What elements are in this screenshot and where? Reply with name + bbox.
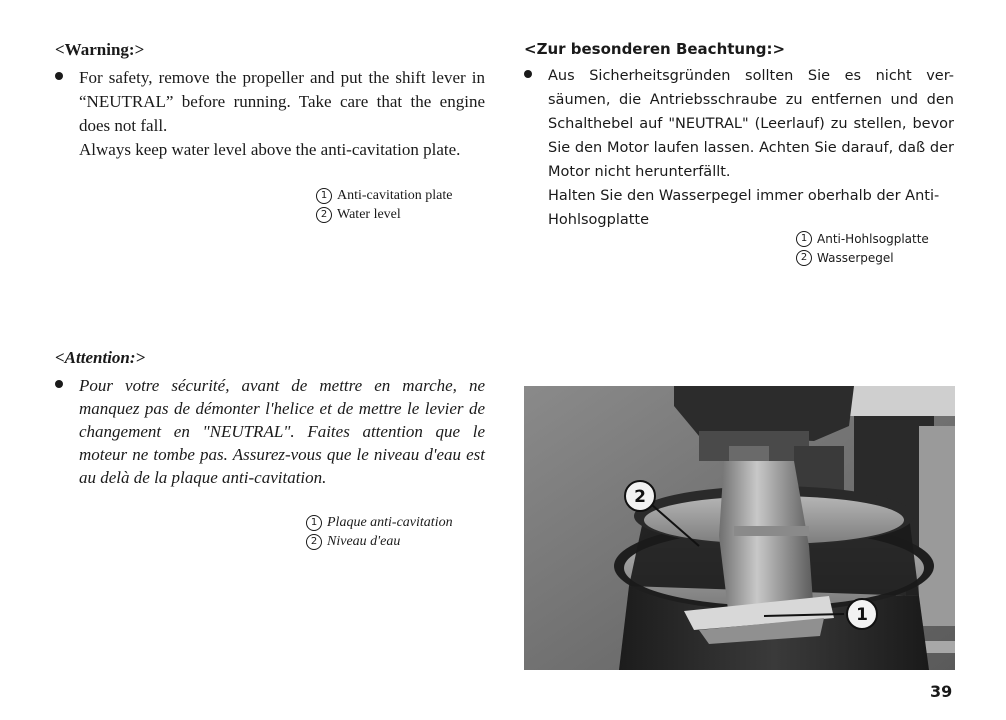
bullet-icon [524,70,532,78]
circled-number-icon: 1 [306,515,322,531]
french-legend [306,513,453,551]
circled-number-icon: 1 [796,231,812,247]
legend-label: Niveau d'eau [327,533,401,549]
beachtung-paragraph-1: Aus Sicherheitsgründen sollten Sie es nicht ver-säumen, die Antriebsschraube zu entfernen und den Schalthebel auf "NEUTRAL" (Leerlauf) zu stellen, bevor Sie den Motor laufen lassen. Achten Sie darauf, daß der Motor nicht herunterfällt. [548,68,954,180]
warning-bullet [55,66,485,162]
circled-number-icon: 1 [316,188,332,204]
legend-item [796,248,929,267]
attention-bullet [55,374,485,489]
beachtung-heading: <Zur besonderen Beachtung:> [524,40,786,58]
attention-paragraph: Pour votre sécurité, avant de mettre en marche, ne manquez pas de démonter l'helice et de mettre le levier de changement en "NEUTRAL". Faites attention que le moteur ne tombe pas. Assurez-vous que le niveau d'eau est au delà de la plaque anti-cavitation. [79,376,485,487]
legend-item [306,532,453,551]
legend-label: Anti-cavitation plate [337,187,453,203]
german-legend [796,229,929,267]
legend-label: Water level [337,206,401,222]
legend-label: Plaque anti-cavitation [327,514,453,530]
circled-number-icon: 2 [316,207,332,223]
circled-number-icon: 2 [796,250,812,266]
attention-heading: <Attention:> [55,348,146,367]
callout-1-label: 1 [856,605,868,625]
warning-paragraph-1: For safety, remove the propeller and put the shift lever in “NEUTRAL” before running. Take care that the engine does not fall. [79,68,485,135]
english-section [55,40,485,162]
german-section [524,40,954,232]
french-section [55,348,485,489]
bullet-icon [55,72,63,80]
beachtung-bullet [524,64,954,232]
page-number: 39 [930,682,953,701]
bullet-icon [55,380,63,388]
legend-item [316,205,452,224]
callout-2-label: 2 [634,487,646,507]
legend-item [316,186,452,205]
beachtung-paragraph-2: Halten Sie den Wasserpegel immer oberhalb der Anti-Hohlsogplatte [548,188,940,228]
legend-label: Anti-Hohlsogplatte [817,231,929,246]
legend-item [306,513,453,532]
legend-item [796,229,929,248]
outboard-motor-photo [524,386,955,670]
warning-paragraph-2: Always keep water level above the anti-cavitation plate. [79,140,461,159]
legend-label: Wasserpegel [817,250,894,265]
warning-heading: <Warning:> [55,40,145,59]
english-legend [316,186,452,224]
circled-number-icon: 2 [306,534,322,550]
